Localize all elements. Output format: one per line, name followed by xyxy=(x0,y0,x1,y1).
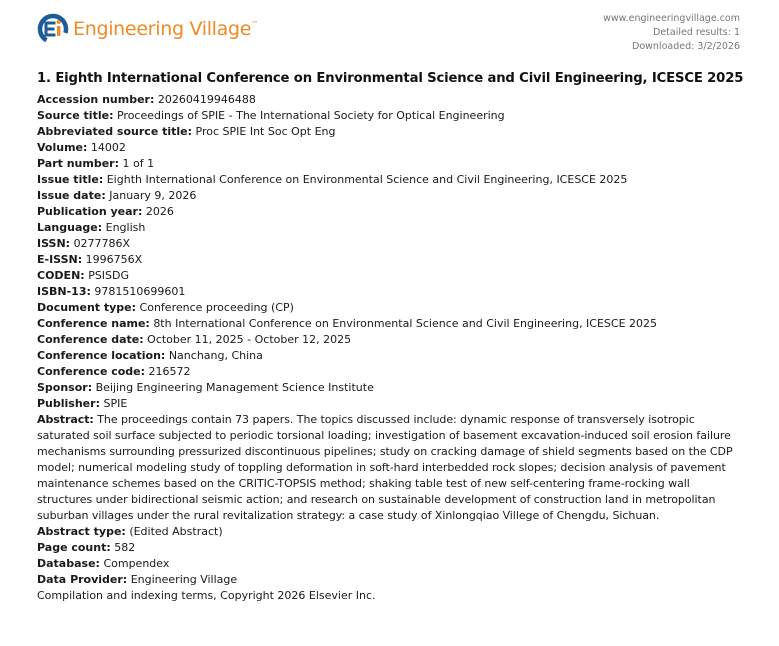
field-value: 1 of 1 xyxy=(122,157,155,170)
field-volume xyxy=(37,140,743,156)
field-value: 14002 xyxy=(90,141,126,154)
field-value: 582 xyxy=(114,541,136,554)
trademark-symbol: ™ xyxy=(251,20,258,28)
field-label: Page count: xyxy=(37,541,111,554)
field-e-issn xyxy=(37,252,743,268)
field-value: 20260419946488 xyxy=(157,93,256,106)
field-value: PSISDG xyxy=(88,269,130,282)
field-accession-number xyxy=(37,92,743,108)
field-label: Issue title: xyxy=(37,173,104,186)
field-value: Conference proceeding (CP) xyxy=(139,301,294,314)
field-label: Abstract type: xyxy=(37,525,126,538)
field-label: Conference name: xyxy=(37,317,150,330)
field-publisher xyxy=(37,396,743,412)
field-coden xyxy=(37,268,743,284)
field-part-number xyxy=(37,156,743,172)
detailed-results-count: Detailed results: 1 xyxy=(653,27,740,38)
field-value: English xyxy=(105,221,146,234)
field-issn xyxy=(37,236,743,252)
field-label: Source title: xyxy=(37,109,114,122)
field-abbreviated-source-title xyxy=(37,124,743,140)
logo-text: Engineering Village™ xyxy=(73,18,258,40)
field-label: Publication year: xyxy=(37,205,143,218)
field-data-provider xyxy=(37,572,743,588)
field-value: 9781510699601 xyxy=(94,285,186,298)
field-value: Proc SPIE Int Soc Opt Eng xyxy=(195,125,336,138)
record-title: 1. Eighth International Conference on Environmental Science and Civil Engineering, ICESCE 2025 xyxy=(37,71,744,86)
field-value: Beijing Engineering Management Science Institute xyxy=(95,381,374,394)
field-value: 216572 xyxy=(148,365,191,378)
field-label: Conference date: xyxy=(37,333,144,346)
engineering-village-logo-icon xyxy=(37,13,69,45)
download-date: Downloaded: 3/2/2026 xyxy=(632,41,740,52)
record-fields xyxy=(37,92,743,604)
field-label: ISSN: xyxy=(37,237,71,250)
field-label: CODEN: xyxy=(37,269,85,282)
site-url: www.engineeringvillage.com xyxy=(603,13,740,24)
page-header xyxy=(0,0,779,70)
field-label: Conference location: xyxy=(37,349,166,362)
field-publication-year xyxy=(37,204,743,220)
field-document-type xyxy=(37,300,743,316)
field-label: Language: xyxy=(37,221,103,234)
field-label: Volume: xyxy=(37,141,88,154)
field-label: Data Provider: xyxy=(37,573,128,586)
field-value: (Edited Abstract) xyxy=(129,525,223,538)
field-language xyxy=(37,220,743,236)
logo[interactable] xyxy=(37,13,258,45)
export-meta xyxy=(603,12,740,54)
field-value: Engineering Village xyxy=(130,573,238,586)
field-conference-name xyxy=(37,316,743,332)
field-label: Sponsor: xyxy=(37,381,93,394)
field-page-count xyxy=(37,540,743,556)
field-value: 0277786X xyxy=(73,237,131,250)
field-label: Part number: xyxy=(37,157,119,170)
field-label: Conference code: xyxy=(37,365,146,378)
field-value: Nanchang, China xyxy=(168,349,263,362)
field-label: Abbreviated source title: xyxy=(37,125,193,138)
abstract-text: The proceedings contain 73 papers. The topics discussed include: dynamic response of transversely isotropic saturated soil surface subjected to periodic torsional loading; investigation of basement excavation-induced soil erosion failure mechanisms surrounding pressurized discontinuous pipelines; study on cracking damage of shield segments based on the CDP model; numerical modeling study of toppling deformation in soft-hard interbedded rock slopes; decision analysis of pavement maintenance schemes based on the CRITIC-TOPSIS method; shaking table test of new self-centering frame-rocking wall structures under bidirectional seismic action; and research on sustainable development of construction land in metropolitan suburban villages under the rural revitalization strategy: a case study of Xinlongqiao Villege of Chengdu, Sichuan. xyxy=(37,413,733,522)
field-value: Eighth International Conference on Environmental Science and Civil Engineering, ICESCE 2025 xyxy=(106,173,628,186)
record xyxy=(37,70,743,604)
field-conference-code xyxy=(37,364,743,380)
field-label: Publisher: xyxy=(37,397,100,410)
field-value: 2026 xyxy=(145,205,174,218)
field-issue-date xyxy=(37,188,743,204)
field-sponsor xyxy=(37,380,743,396)
field-label: Issue date: xyxy=(37,189,106,202)
field-label: E-ISSN: xyxy=(37,253,83,266)
field-source-title xyxy=(37,108,743,124)
field-issue-title xyxy=(37,172,743,188)
field-value: Proceedings of SPIE - The International Society for Optical Engineering xyxy=(116,109,505,122)
field-database xyxy=(37,556,743,572)
field-label: Database: xyxy=(37,557,100,570)
field-value: SPIE xyxy=(103,397,128,410)
field-label: Accession number: xyxy=(37,93,155,106)
field-abstract-type xyxy=(37,524,743,540)
field-conference-location xyxy=(37,348,743,364)
field-label: Abstract: xyxy=(37,413,94,426)
field-value: January 9, 2026 xyxy=(109,189,197,202)
field-value: 1996756X xyxy=(85,253,143,266)
field-label: ISBN-13: xyxy=(37,285,91,298)
field-isbn-13 xyxy=(37,284,743,300)
copyright-notice: Compilation and indexing terms, Copyright 2026 Elsevier Inc. xyxy=(37,589,376,602)
field-value: Compendex xyxy=(103,557,170,570)
field-value: 8th International Conference on Environmental Science and Civil Engineering, ICESCE 2025 xyxy=(153,317,658,330)
field-conference-date xyxy=(37,332,743,348)
field-label: Document type: xyxy=(37,301,137,314)
field-abstract xyxy=(37,412,741,524)
field-value: October 11, 2025 - October 12, 2025 xyxy=(147,333,352,346)
